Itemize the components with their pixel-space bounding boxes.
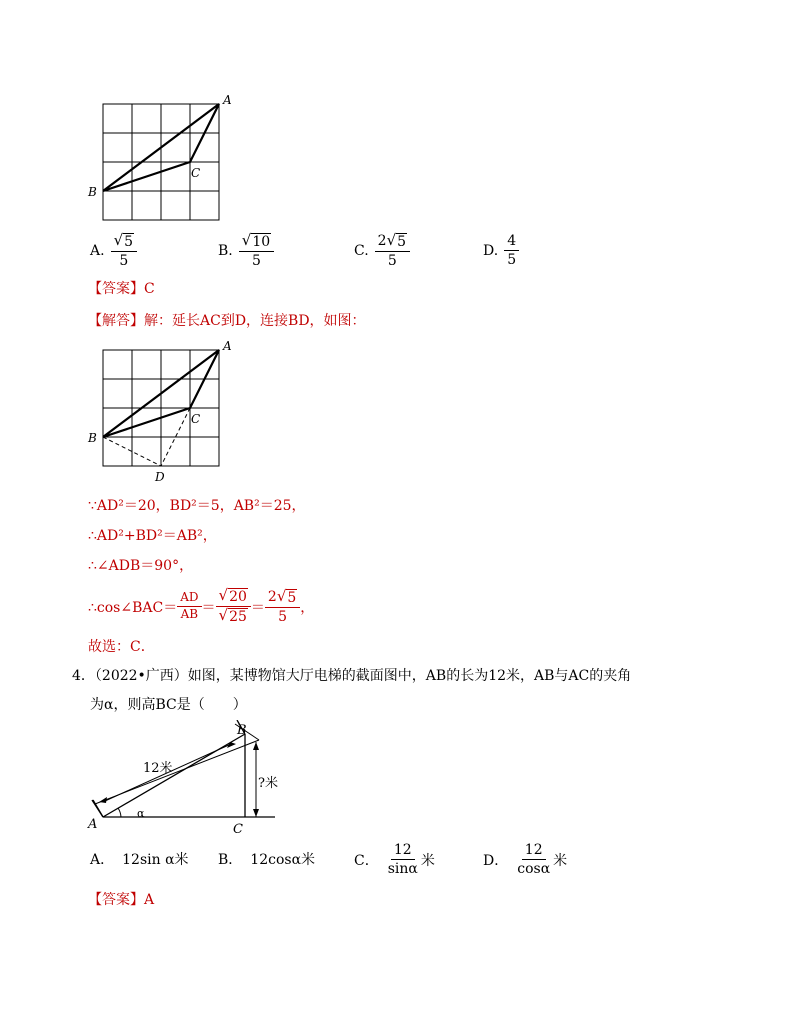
q3-option-a — [90, 233, 137, 269]
fraction: 2 √ 5 5 — [375, 233, 410, 269]
q3-option-b — [218, 233, 274, 269]
q3-answer: 【答案】C — [88, 281, 155, 297]
fraction: $\frac{4}{5}$ — [504, 233, 519, 268]
option-letter: D. — [483, 242, 499, 259]
label-length: 12米 — [143, 761, 173, 776]
solution-line-3: ∴∠ADB＝90°， — [88, 558, 194, 574]
figure-lines — [92, 720, 275, 817]
fraction: $\frac{12}{\cos\alpha}$ — [517, 842, 551, 878]
q3-solution-intro: 【解答】解：延长AC到D，连接BD，如图： — [88, 313, 366, 329]
label-c: C — [191, 166, 201, 180]
fraction: √ 10 5 — [239, 233, 274, 269]
q3-grid-figure — [85, 92, 245, 227]
fraction: √ 5 5 — [111, 233, 137, 269]
label-alpha: α — [137, 807, 145, 820]
solution-choice: 故选：C． — [88, 639, 155, 655]
option-letter: A. — [90, 243, 105, 260]
q3-option-d — [483, 233, 519, 268]
grid-lines — [103, 350, 219, 466]
grid-lines — [103, 104, 219, 220]
fraction-2sqrt5-5: 2 √ 5 5 — [265, 589, 300, 625]
fraction-sqrt20-sqrt25: √ 20 √ 25 — [216, 588, 251, 625]
q3-solution-figure — [85, 338, 245, 488]
label-b: B — [237, 723, 247, 738]
label-a: A — [88, 817, 98, 832]
label-c: C — [191, 412, 201, 426]
q4-answer: 【答案】A — [88, 892, 155, 908]
solution-line-1: ∵AD²＝20，BD²＝5，AB²＝25， — [88, 498, 306, 514]
q4-option-b: B． 12cosα米 — [218, 852, 316, 868]
label-b: B — [88, 431, 97, 445]
q4-text-line2: 为α，则高BC是（ ） — [90, 697, 247, 713]
label-a: A — [223, 339, 232, 353]
label-b: B — [88, 185, 97, 199]
label-a: A — [223, 93, 232, 107]
q4-option-a: A． 12sin α米 — [90, 852, 189, 868]
q4-text-line1: 4．（2022•广西）如图，某博物馆大厅电梯的截面图中，AB的长为12米，AB与AC的夹角 — [72, 668, 632, 684]
option-letter: C. — [354, 243, 369, 260]
label-c: C — [233, 822, 243, 837]
fraction-ad-ab: $\frac{AD}{AB}$ — [177, 591, 201, 622]
fraction: $\frac{12}{\sin\alpha}$ — [387, 842, 418, 878]
q4-option-c: C． $\frac{12}{\sin\alpha}$ 米 — [354, 842, 435, 878]
option-letter: B. — [218, 243, 233, 260]
solution-line-2: ∴AD²+BD²＝AB²， — [88, 528, 217, 544]
q3-option-c — [354, 233, 410, 269]
label-d: D — [155, 470, 165, 484]
label-height: ?米 — [258, 776, 278, 791]
q4-escalator-figure — [85, 720, 290, 838]
q4-option-d: D． $\frac{12}{\cos\alpha}$ 米 — [483, 842, 568, 878]
solution-line-4: ∴cos∠BAC＝ $\frac{AD}{AB}$ ＝ √ 20 √ 25 ＝ 2 √ 5 5 ， — [88, 586, 315, 626]
